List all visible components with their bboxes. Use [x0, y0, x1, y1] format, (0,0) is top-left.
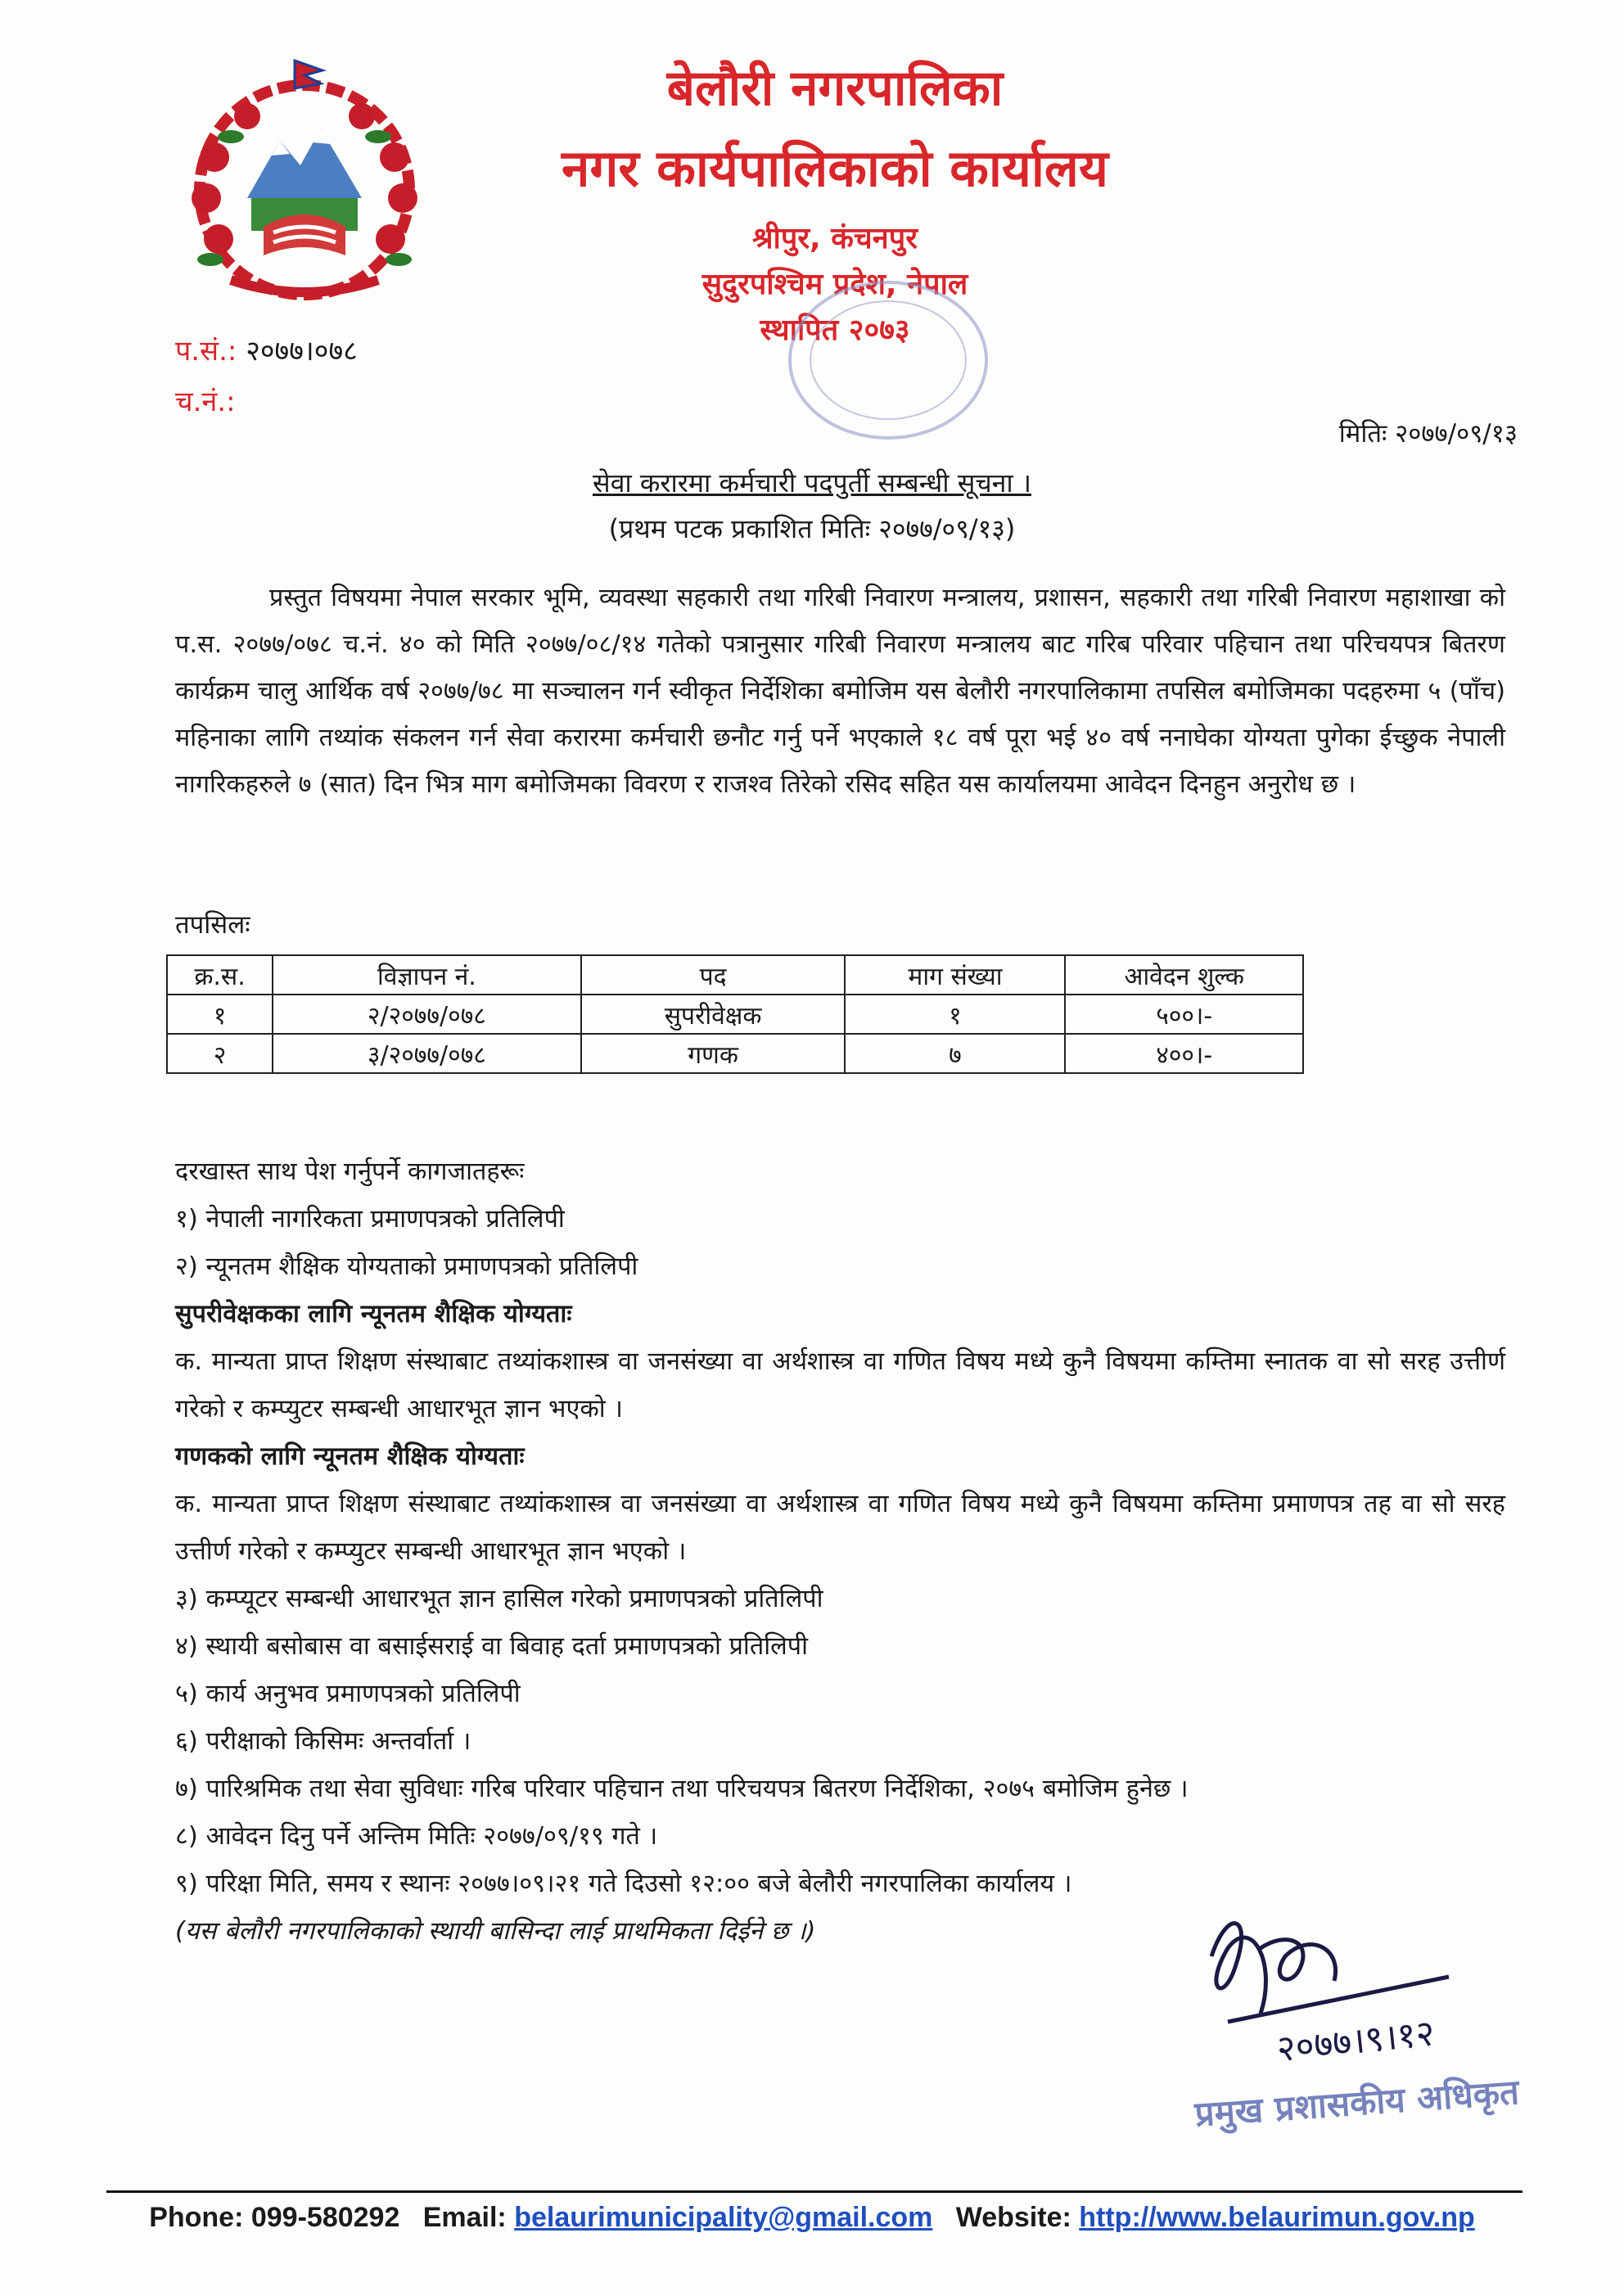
- document-item: ८) आवेदन दिनु पर्ने अन्तिम मितिः २०७७/०९/१९ गते ।: [175, 1822, 658, 1851]
- office-province: सुदुरपश्चिम प्रदेश, नेपाल: [701, 268, 968, 301]
- handwritten-signature-icon: [1211, 1924, 1449, 2022]
- document-item: ५) कार्य अनुभव प्रमाणपत्रको प्रतिलिपी: [175, 1680, 521, 1708]
- table-cell: १: [167, 995, 273, 1034]
- priority-note: (यस बेलौरी नगरपालिकाको स्थायी बासिन्दा लाई प्राथमिकता दिईने छ ।): [175, 1917, 816, 1946]
- notice-title: [0, 460, 1624, 552]
- signature-date: २०७७।९।१२: [1274, 2012, 1437, 2071]
- enumerator-qualification-text: क. मान्यता प्राप्त शिक्षण संस्थाबाट तथ्यांकशास्त्र वा जनसंख्या वा अर्थशास्त्र वा गणित विषय मध्ये कुनै विषयमा कम्तिमा प्रमाणपत्र तह वा सो सरह उत्तीर्ण गरेको र कम्प्युटर सम्बन्धी आधारभूत ज्ञान भएको ।: [175, 1490, 1505, 1566]
- nepal-government-emblem-icon: [182, 59, 427, 309]
- body-paragraph: प्रस्तुत विषयमा नेपाल सरकार भूमि, व्यवस्था सहकारी तथा गरिबी निवारण मन्त्रालय, प्रशासन, सहकारी तथा गरिबी निवारण महाशाखा को प.स. २०७७/०७८ च.नं. ४० को मिति २०७७/०८/१४ गतेको पत्रानुसार गरिबी निवारण मन्त्रालय बाट गरिब परिवार पहिचान तथा परिचयपत्र बितरण कार्यक्रम चालु आर्थिक वर्ष २०७७/७८ मा सञ्चालन गर्न स्वीकृत निर्देशिका बमोजिम यस बेलौरी नगरपालिकामा तपसिल बमोजिमका पदहरुमा ५ (पाँच) महिनाका लागि तथ्यांक संकलन गर्न सेवा करारमा कर्मचारी छनौट गर्नु पर्ने भएकाले १८ वर्ष पूरा भई ४० वर्ष ननाघेका योग्यता पुगेका ईच्छुक नेपाली नागरिकहरुले ७ (सात) दिन भित्र माग बमोजिमका विवरण र राजश्व तिरेको रसिद सहित यस कार्यालयमा आवेदन दिनहुन अनुरोध छ ।: [175, 584, 1505, 799]
- phone-number: 099-580292: [250, 2202, 400, 2233]
- pasa-value: २०७७।०७८: [246, 335, 358, 368]
- table-cell: गणक: [581, 1034, 846, 1073]
- vacancy-table: [166, 954, 1304, 1074]
- table-header: क्र.स.: [167, 955, 273, 995]
- footer: [0, 2202, 1624, 2234]
- signature-stamp: [1179, 1899, 1572, 2145]
- website-link[interactable]: http://www.belaurimun.gov.np: [1079, 2202, 1475, 2233]
- established-year: स्थापित २०७३: [760, 314, 910, 347]
- table-header: आवेदन शुल्क: [1065, 955, 1303, 995]
- table-header: पद: [581, 955, 846, 995]
- table-row: [167, 1034, 1303, 1073]
- reference-block: [175, 326, 358, 427]
- pasa-label: प.सं.:: [175, 335, 237, 368]
- table-header-row: [167, 955, 1303, 995]
- office-name: नगर कार्यपालिकाको कार्यालय: [562, 138, 1108, 198]
- office-address: श्रीपुर, कंचनपुर: [752, 222, 918, 255]
- enumerator-qualification-heading: गणकको लागि न्यूनतम शैक्षिक योग्यताः: [175, 1442, 525, 1471]
- notice-date: मितिः २०७७/०९/१३: [1338, 419, 1518, 449]
- table-cell: १: [845, 995, 1065, 1034]
- document-item: १) नेपाली नागरिकता प्रमाणपत्रको प्रतिलिपी: [175, 1205, 565, 1234]
- document-item: २) न्यूनतम शैक्षिक योग्यताको प्रमाणपत्रको प्रतिलिपी: [175, 1252, 638, 1281]
- table-row: [167, 995, 1303, 1034]
- table-cell: २: [167, 1034, 273, 1073]
- website-label: Website:: [955, 2202, 1071, 2233]
- signature-title-stamp: प्रमुख प्रशासकीय अधिकृत: [1193, 2071, 1521, 2135]
- table-cell: सुपरीवेक्षक: [581, 995, 846, 1034]
- document-item: ६) परीक्षाको किसिमः अन्तर्वार्ता ।: [175, 1727, 471, 1756]
- phone-label: Phone:: [149, 2202, 244, 2233]
- document-item: ४) स्थायी बसोबास वा बसाईसराई वा बिवाह दर्ता प्रमाणपत्रको प्रतिलिपी: [175, 1632, 809, 1661]
- office-seal-stamp-icon: [765, 270, 1011, 450]
- municipality-name: बेलौरी नगरपालिका: [666, 60, 1004, 117]
- table-cell: २/२०७७/०७८: [273, 995, 581, 1034]
- chana-label: च.नं.:: [175, 386, 236, 418]
- email-label: Email:: [422, 2202, 507, 2233]
- supervisor-qualification-heading: सुपरीवेक्षकका लागि न्यूनतम शैक्षिक योग्यताः: [175, 1300, 572, 1328]
- document-item: ९) परिक्षा मिति, समय र स्थानः २०७७।०९।२१ गते दिउसो १२:०० बजे बेलौरी नगरपालिका कार्यालय ।: [175, 1870, 1072, 1898]
- supervisor-qualification-text: क. मान्यता प्राप्त शिक्षण संस्थाबाट तथ्यांकशास्त्र वा जनसंख्या वा अर्थशास्त्र वा गणित विषय मध्ये कुनै विषयमा कम्तिमा स्नातक वा सो सरह उत्तीर्ण गरेको र कम्प्युटर सम्बन्धी आधारभूत ज्ञान भएको ।: [175, 1347, 1505, 1423]
- required-documents: [175, 1148, 1505, 1955]
- notice-title-main: सेवा करारमा कर्मचारी पदपुर्ती सम्बन्धी सूचना ।: [592, 467, 1032, 498]
- table-cell: ३/२०७७/०७८: [273, 1034, 581, 1073]
- table-cell: ५००।-: [1065, 995, 1303, 1034]
- document-item: ७) पारिश्रमिक तथा सेवा सुविधाः गरिब परिवार पहिचान तथा परिचयपत्र बितरण निर्देशिका, २०७५ बमोजिम हुनेछ ।: [175, 1775, 1189, 1803]
- footer-divider: [106, 2190, 1522, 2193]
- table-cell: ४००।-: [1065, 1034, 1303, 1073]
- table-header: माग संख्या: [845, 955, 1065, 995]
- table-header: विज्ञापन नं.: [273, 955, 581, 995]
- email-link[interactable]: belaurimunicipality@gmail.com: [514, 2202, 933, 2233]
- documents-heading: दरखास्त साथ पेश गर्नुपर्ने कागजातहरूः: [175, 1157, 525, 1186]
- tapasil-label: तपसिलः: [175, 910, 250, 940]
- document-item: ३) कम्प्यूटर सम्बन्धी आधारभूत ज्ञान हासिल गरेको प्रमाणपत्रको प्रतिलिपी: [175, 1585, 823, 1613]
- table-cell: ७: [845, 1034, 1065, 1073]
- notice-title-sub: (प्रथम पटक प्रकाशित मितिः २०७७/०९/१३): [608, 513, 1016, 544]
